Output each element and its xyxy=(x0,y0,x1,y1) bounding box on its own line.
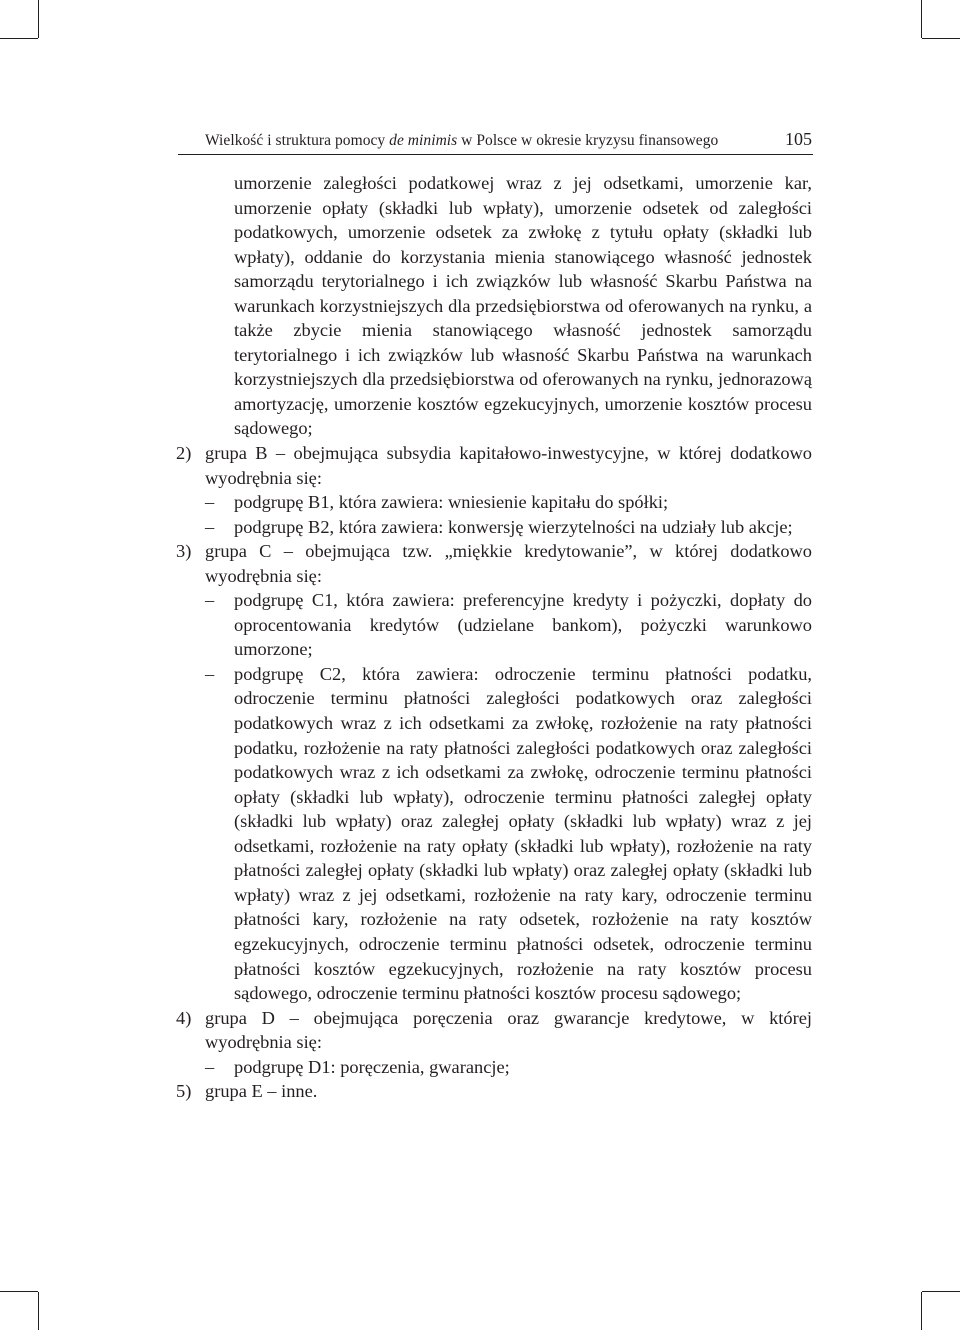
list-item-3 xyxy=(176,539,812,588)
running-title-after: w Polsce w okresie kryzysu finansowego xyxy=(457,132,719,149)
crop-mark-bottom-left xyxy=(38,1292,39,1330)
subitem-d1 xyxy=(176,1055,812,1080)
running-title-before: Wielkość i struktura pomocy xyxy=(205,132,390,149)
subitem-text: podgrupę B1, która zawiera: wniesienie kapitału do spółki; xyxy=(234,492,669,513)
list-item-text: grupa C – obejmująca tzw. „miękkie kredytowanie”, w której dodatkowo wyodrębnia się: xyxy=(205,541,812,586)
list-item-text: grupa B – obejmująca subsydia kapitałowo-inwestycyjne, w której dodatkowo wyodrębnia się: xyxy=(205,443,812,488)
crop-mark-top-left xyxy=(38,0,39,38)
dash-bullet: – xyxy=(205,590,215,611)
list-number: 3) xyxy=(176,541,192,562)
list-item-4 xyxy=(176,1006,812,1055)
list-item-2 xyxy=(176,441,812,490)
crop-mark-bottom-left-h xyxy=(0,1291,38,1292)
list-number: 2) xyxy=(176,443,192,464)
dash-bullet: – xyxy=(205,663,215,684)
dash-bullet: – xyxy=(205,1056,215,1077)
running-title-italic: de minimis xyxy=(389,132,458,149)
page-number: 105 xyxy=(785,129,812,149)
running-title xyxy=(205,132,718,150)
subitem-text: podgrupę B2, która zawiera: konwersję wierzytelności na udziały lub akcje; xyxy=(234,516,793,537)
crop-mark-top-right xyxy=(921,0,922,38)
running-header xyxy=(178,128,813,155)
list-item-text: grupa D – obejmująca poręczenia oraz gwarancje kredytowe, w której wyodrębnia się: xyxy=(205,1007,812,1053)
subitem-c2 xyxy=(176,662,812,1006)
dash-bullet: – xyxy=(205,492,215,513)
subitem-text: podgrupę D1: poręczenia, gwarancje; xyxy=(234,1056,510,1077)
page-body xyxy=(176,171,812,1104)
crop-mark-top-right-h xyxy=(922,38,960,39)
subitem-c1 xyxy=(176,588,812,662)
dash-bullet: – xyxy=(205,516,215,537)
list-item-5 xyxy=(176,1079,812,1104)
list-number: 4) xyxy=(176,1007,192,1028)
crop-mark-bottom-right xyxy=(921,1292,922,1330)
crop-mark-top-left-h xyxy=(0,38,38,39)
subitem-b2 xyxy=(176,515,812,540)
crop-mark-bottom-right-h xyxy=(922,1291,960,1292)
lead-paragraph: umorzenie zaległości podatkowej wraz z jej odsetkami, umorzenie kar, umorzenie opłaty (składki lub wpłaty), umorzenie odsetek od zaległości podatkowych, umorzenie odsetek za zwłokę z tytułu opłaty (składki lub wpłaty), oddanie do korzystania mienia stanowiącego własność jednostek samorządu terytorialnego i ich związków lub własność Skarbu Państwa na warunkach korzystniejszych dla przedsiębiorstwa od oferowanych na rynku, a także zbycie mienia stanowiącego własność jednostek samorządu terytorialnego i ich związków lub własność Skarbu Państwa na warunkach korzystniejszych dla przedsiębiorstwa od oferowanych na rynku, jednorazową amortyzację, umorzenie kosztów egzekucyjnych, umorzenie kosztów procesu sądowego; xyxy=(234,173,812,439)
list-item-text: grupa E – inne. xyxy=(205,1081,318,1102)
subitem-text: podgrupę C2, która zawiera: odroczenie terminu płatności podatku, odroczenie terminu płatności zaległości podatkowych oraz zaległości podatkowych wraz z ich odsetkami za zwłokę, rozłożenie na raty płatności podatku, rozłożenie na raty płatności zaległości podatkowych oraz zaległości podatkowych wraz z ich odsetkami za zwłokę, odroczenie terminu płatności opłaty (składki lub wpłaty), odroczenie terminu płatności zaległej opłaty (składki lub wpłaty) oraz zaległej opłaty (składki lub wpłaty) wraz z jej odsetkami, rozłożenie na raty opłaty (składki lub wpłaty), rozłożenie na raty płatności zaległej opłaty (składki lub wpłaty) oraz zaległej opłaty (składki lub wpłaty) wraz z jej odsetkami, rozłożenie na raty kary, odroczenie terminu płatności kary, rozłożenie na raty odsetek, rozłożenie na raty kosztów egzekucyjnych, odroczenie terminu płatności odsetek, odroczenie terminu płatności kosztów egzekucyjnych, rozłożenie na raty kosztów procesu sądowego, odroczenie terminu płatności kosztów procesu sądowego; xyxy=(234,663,812,1004)
list-number: 5) xyxy=(176,1081,192,1102)
subitem-b1 xyxy=(176,490,812,515)
subitem-text: podgrupę C1, która zawiera: preferencyjne kredyty i pożyczki, dopłaty do oprocentowania kredytów (udzielane bankom), pożyczki warunkowo umorzone; xyxy=(234,590,812,660)
